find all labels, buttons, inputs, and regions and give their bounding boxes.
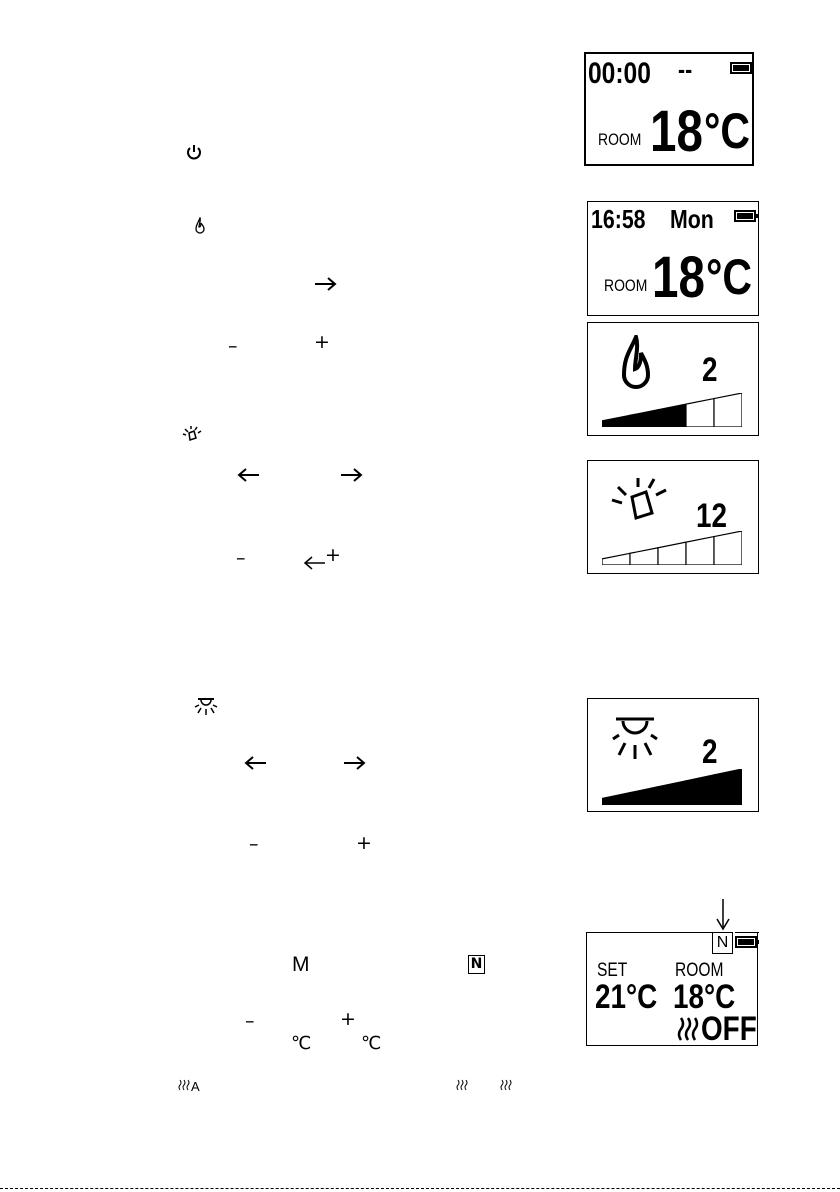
arrow-left-icon bbox=[302, 556, 326, 570]
downlight-icon bbox=[612, 715, 658, 767]
battery-icon bbox=[734, 210, 756, 222]
pointer-arrow-icon bbox=[716, 899, 730, 931]
level-segment bbox=[602, 553, 630, 565]
heat-status: OFF bbox=[701, 1010, 757, 1048]
arrow-left-icon bbox=[236, 468, 260, 482]
temp-unit: °C bbox=[706, 249, 753, 305]
level-segment bbox=[686, 775, 714, 805]
room-temp: 18 bbox=[650, 99, 703, 164]
clock-time: 16:58 bbox=[591, 204, 646, 234]
plus-icon: + bbox=[314, 331, 330, 353]
plus-icon: + bbox=[325, 544, 341, 566]
level-segment bbox=[658, 542, 686, 565]
level-segment bbox=[714, 531, 742, 565]
room-temp: 18 bbox=[652, 245, 705, 310]
heat-auto-label: A bbox=[191, 1079, 200, 1094]
page-bottom-rule bbox=[0, 1188, 840, 1189]
level-segment bbox=[630, 548, 658, 565]
battery-icon bbox=[730, 62, 752, 74]
arrow-right-icon bbox=[340, 468, 364, 482]
lcd-screen-flame-effect bbox=[587, 460, 759, 574]
level-segment bbox=[630, 410, 658, 427]
celsius-icon: ℃ bbox=[291, 1033, 312, 1054]
plus-icon: + bbox=[356, 832, 372, 854]
room-label: ROOM bbox=[598, 130, 642, 149]
level-bar bbox=[602, 769, 742, 805]
arrow-right-icon bbox=[314, 277, 338, 291]
minus-icon: – bbox=[245, 1010, 255, 1032]
room-label: ROOM bbox=[675, 960, 724, 981]
set-temp: 21°C bbox=[595, 978, 658, 1016]
level-segment bbox=[602, 793, 630, 805]
arrow-right-icon bbox=[343, 756, 367, 770]
heat-icon bbox=[677, 1016, 701, 1042]
arrow-left-icon bbox=[243, 756, 267, 770]
lcd-screen-flame-level bbox=[587, 322, 759, 436]
power-icon bbox=[185, 143, 203, 161]
clock-time: 00:00 bbox=[588, 57, 651, 90]
mode-n-icon: N bbox=[468, 955, 485, 974]
level-bar bbox=[602, 393, 742, 427]
mode-m-icon: M bbox=[292, 953, 310, 976]
flame-icon bbox=[620, 335, 652, 397]
level-segment bbox=[658, 781, 686, 805]
level-segment bbox=[714, 769, 742, 805]
lcd-screen-thermostat bbox=[586, 932, 758, 1046]
minus-icon: – bbox=[228, 335, 238, 357]
heat-icon bbox=[456, 1078, 470, 1092]
day-label: -- bbox=[678, 54, 693, 84]
heat-icon bbox=[500, 1078, 514, 1092]
minus-icon: – bbox=[236, 547, 246, 569]
room-temp: 18°C bbox=[673, 978, 736, 1016]
flame-level-value: 2 bbox=[702, 351, 718, 389]
mode-n-indicator: N bbox=[712, 932, 733, 954]
level-segment bbox=[686, 537, 714, 565]
set-label: SET bbox=[597, 960, 628, 981]
level-bar bbox=[602, 531, 742, 565]
level-segment bbox=[630, 787, 658, 805]
battery-icon bbox=[735, 936, 757, 948]
temp-unit: °C bbox=[704, 103, 751, 159]
flame-effect-value: 12 bbox=[696, 497, 728, 535]
flame-effect-icon bbox=[610, 475, 672, 525]
flame-icon bbox=[194, 217, 206, 235]
lcd-screen-clock-unset bbox=[584, 52, 754, 166]
minus-icon: – bbox=[249, 833, 259, 855]
lcd-screen-downlight bbox=[587, 698, 759, 812]
lcd-screen-clock-set bbox=[587, 201, 759, 316]
level-segment bbox=[658, 404, 686, 427]
plus-icon: + bbox=[340, 1008, 356, 1030]
level-segment bbox=[602, 415, 630, 427]
day-label: Mon bbox=[670, 204, 714, 234]
downlight-value: 2 bbox=[702, 733, 718, 771]
downlight-icon bbox=[194, 697, 218, 717]
celsius-icon: ℃ bbox=[361, 1033, 382, 1054]
flame-effect-icon bbox=[180, 425, 204, 443]
room-label: ROOM bbox=[604, 276, 648, 295]
level-segment bbox=[686, 399, 714, 427]
level-segment bbox=[714, 393, 742, 427]
